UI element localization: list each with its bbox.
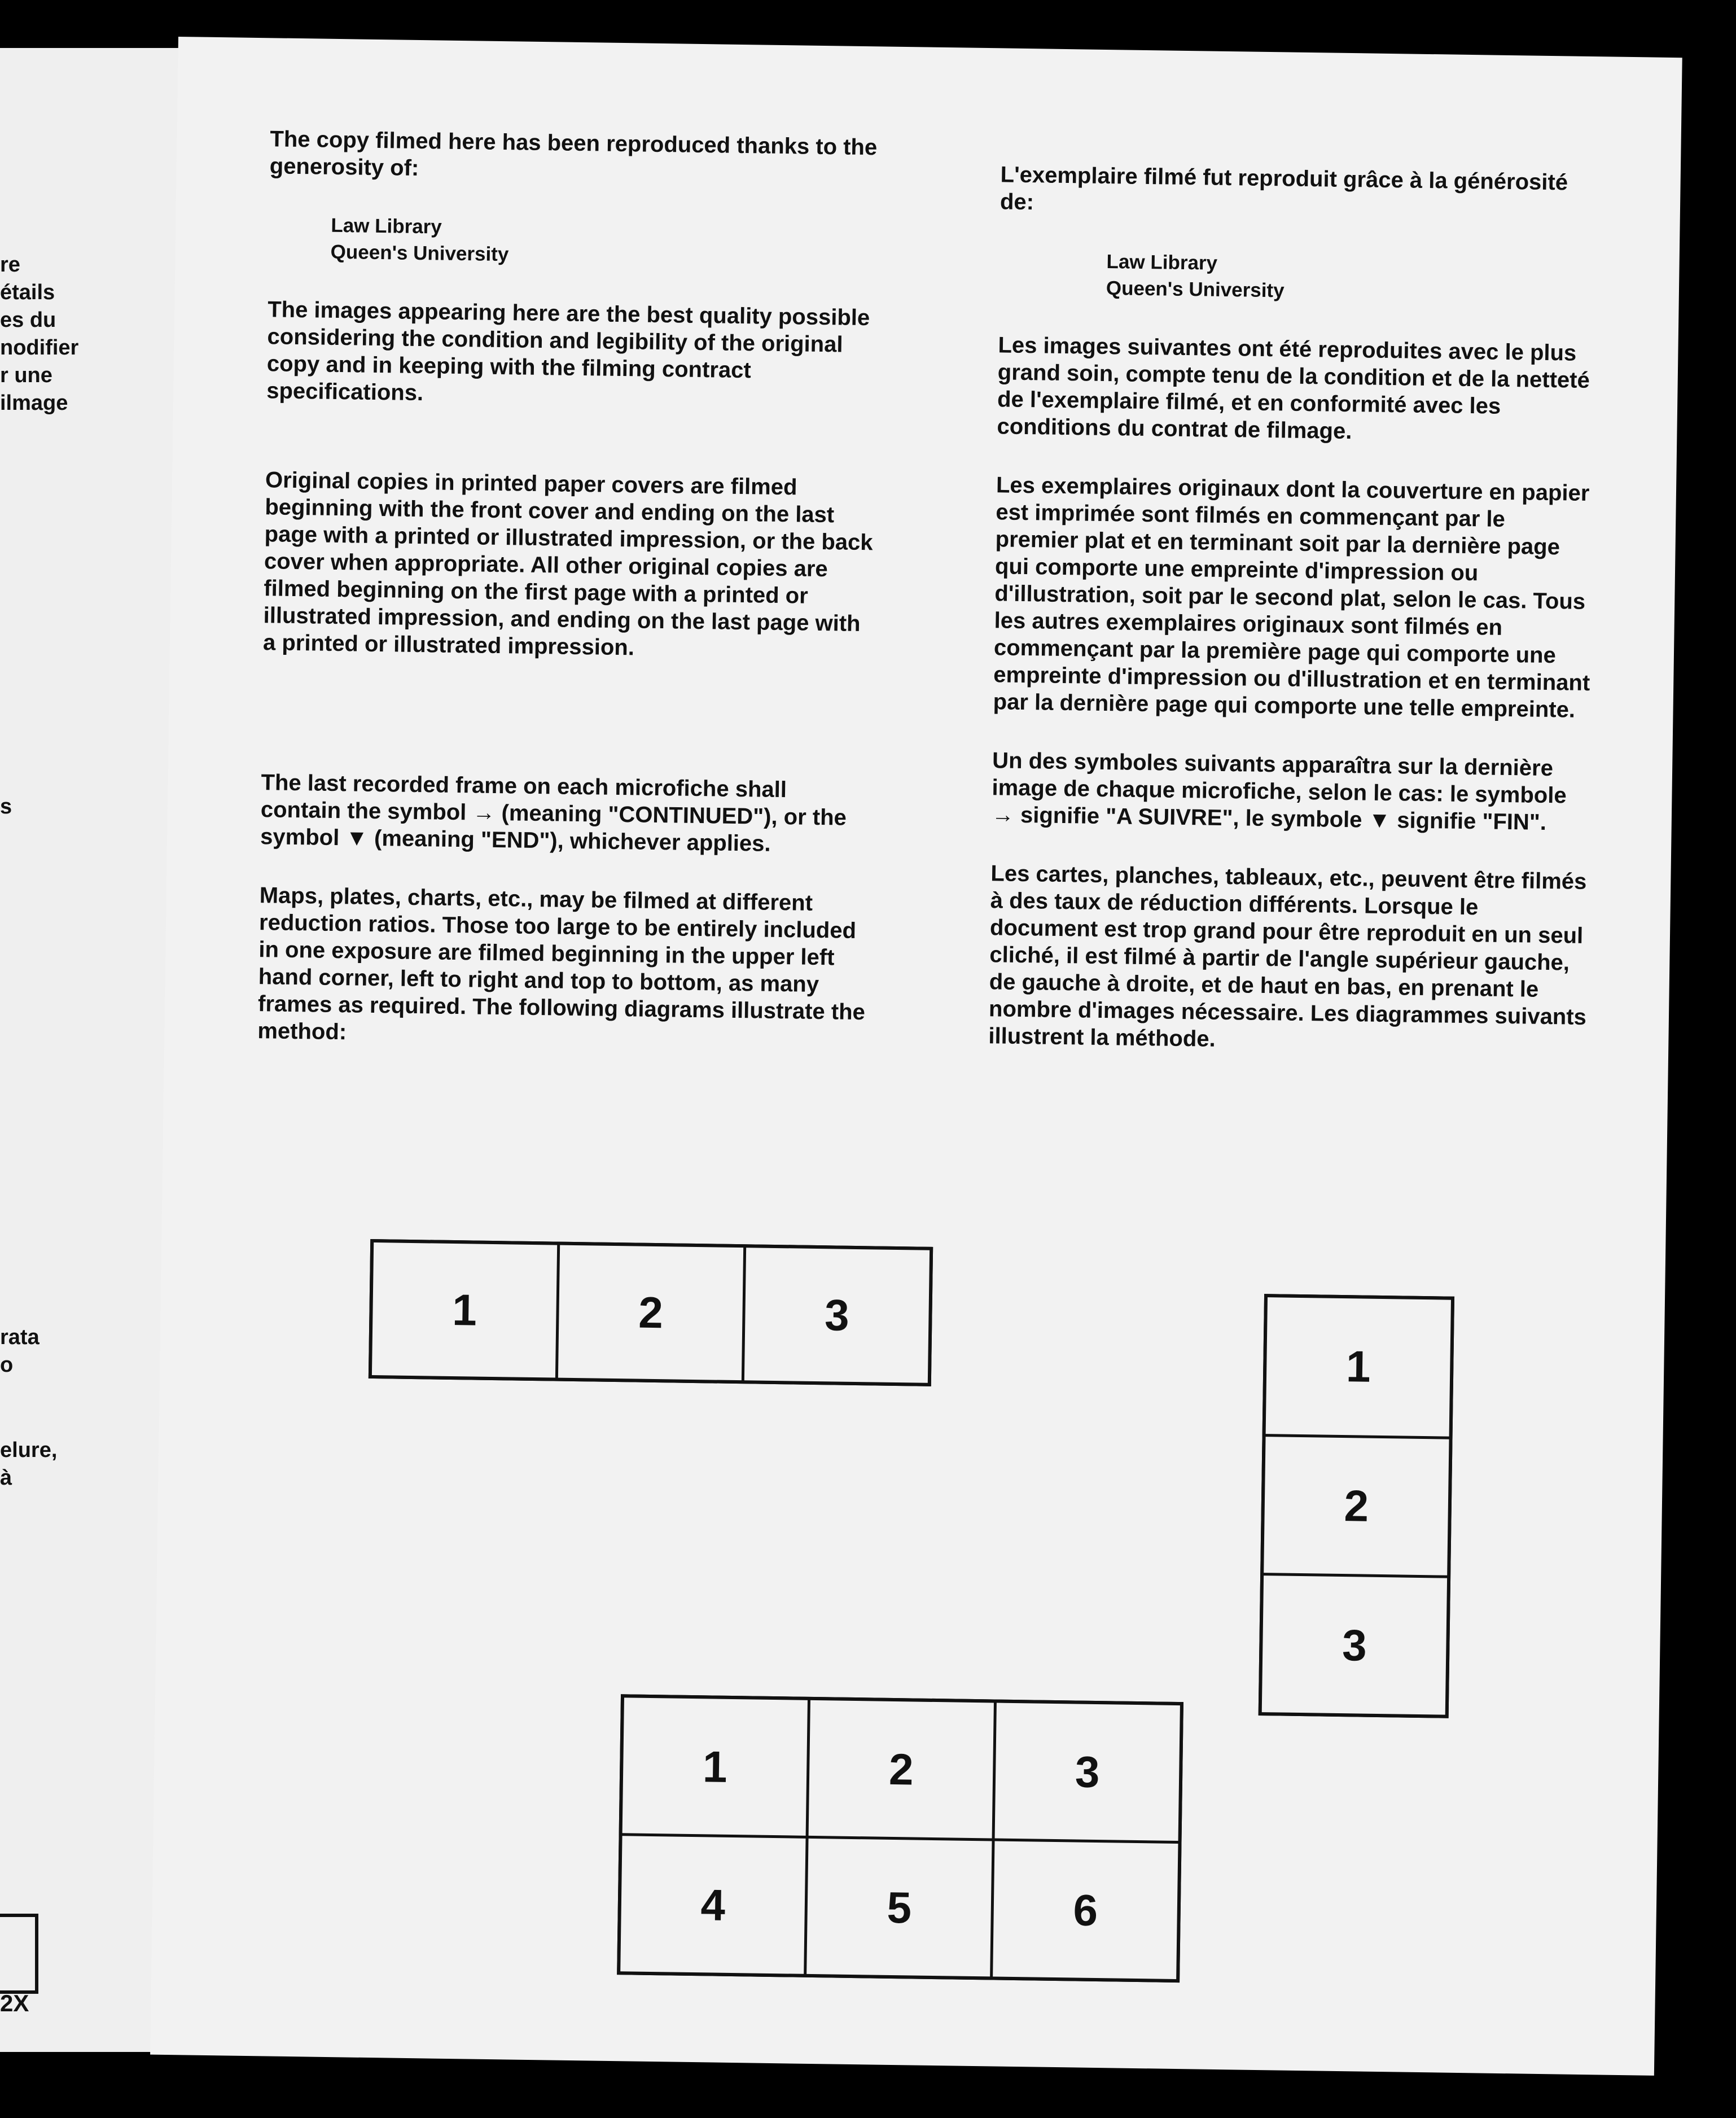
prev-fragment: re [0,253,20,277]
english-quality-paragraph: The images appearing here are the best quality possible considering the condition and legibility of the original copy and in keeping with the filming contract specifications. [266,297,870,406]
english-symbols-text-c: (meaning "END"), whichever applies. [374,825,771,856]
french-intro: L'exemplaire filmé fut reproduit grâce à la générosité de: [999,162,1568,215]
prev-page-text-fragments-top [0,251,78,417]
prev-fragment: r une [0,364,52,387]
triangle-down-icon: ▼ [345,825,369,851]
prev-fragment: rata [0,1325,40,1349]
library-name: Law Library [1106,251,1218,274]
prev-fragment: à [0,1466,12,1490]
english-intro: The copy filmed here has been reproduced thanks to the generosity of: [269,126,878,181]
french-symbols-text-a: Un des symboles suivants apparaîtra sur la dernière image de chaque microfiche, selon le cas: le symbole [992,748,1567,808]
diagram-row [369,1239,933,1386]
diagram-cell: 3 [744,1248,930,1383]
french-quality-paragraph: Les images suivantes ont été reproduites avec le plus grand soin, compte tenu de la condition et de la netteté de l'exemplaire filmé, et en conformité avec les conditions du contrat de filmage. [997,332,1590,444]
french-symbols-paragraph [992,747,1591,837]
library-name: Law Library [331,214,442,238]
diagram-cell: 1 [622,1697,808,1836]
prev-fragment: s [0,795,12,819]
english-library-credit [330,212,878,273]
prev-page-box-label: 2X [0,1990,29,2016]
prev-page-box [0,1914,38,1994]
diagram-cell: 4 [620,1836,805,1974]
french-library-credit [1106,248,1598,308]
french-covers-paragraph: Les exemplaires originaux dont la couverture en papier est imprimée sont filmés en commençant par le premier plat et en terminant soit par la dernière page qui comporte une empreinte d'impression ou d'illustration, soit par le second plat, selon le cas. Tous les autres exemplaires originaux sont filmés en commençant par la première page qui comporte une empreinte d'impression ou d'illustration et en terminant par la dernière page qui comporte une telle empreinte. [993,472,1590,723]
english-symbols-paragraph [260,769,871,859]
arrow-right-icon: → [991,802,1015,828]
diagram-cell: 5 [806,1839,992,1977]
diagram-cell: 3 [995,1703,1180,1841]
prev-fragment: étails [0,281,55,304]
english-symbols-text-a: The last recorded frame on each microfiche shall contain the symbol [260,770,787,825]
diagram-cell: 1 [372,1242,557,1378]
english-column [257,125,879,1084]
prev-fragment: nodifier [0,336,79,360]
diagram-cell: 3 [1262,1576,1447,1714]
french-maps-paragraph: Les cartes, planches, tableaux, etc., peuvent être filmés à des taux de réduction différents. Lorsque le document est trop grand pour être reproduit en un seul cliché, il est filmé à partir de l'angle supérieur gauche, de gauche à droite, et de haut en bas, en prenant le nombre d'images nécessaire. Les diagrammes suivants illustrent la méthode. [988,861,1587,1052]
diagram-cell: 6 [993,1841,1178,1980]
prev-page-text-fragments-lower-2 [0,1437,57,1492]
diagram-cell: 1 [1266,1297,1451,1436]
prev-fragment: es du [0,308,56,332]
university-name: Queen's University [330,240,509,266]
french-symbols-text-b: signifie "A SUIVRE", le symbole [1020,802,1362,833]
prev-page-text-fragment-mid [0,793,12,821]
english-maps-paragraph: Maps, plates, charts, etc., may be filmed at different reduction ratios. Those too large to be entirely included in one exposure are filmed beginning in the upper left hand corner, left to right and top to bottom, as many frames as required. The following diagrams illustrate the method: [257,883,866,1045]
triangle-down-icon: ▼ [1368,807,1391,833]
english-symbols-text-b: (meaning "CONTINUED"), or the symbol [260,800,847,851]
diagram-cell: 2 [1264,1437,1449,1576]
diagram-grid [617,1694,1183,1983]
university-name: Queen's University [1106,277,1285,302]
diagram-column [1259,1294,1454,1718]
french-symbols-text-c: signifie "FIN". [1396,808,1547,835]
arrow-right-icon: → [472,800,496,825]
prev-fragment: o [0,1353,14,1377]
french-column [988,161,1599,1089]
target-card-page [150,37,1682,2076]
english-covers-paragraph: Original copies in printed paper covers are filmed beginning with the front cover and ending on the last page with a printed or illustrated impression, or the back cover when appropriate. All other original copies are filmed beginning on the first page with a printed or illustrated impression, and ending on the last page with a printed or illustrated impression. [262,467,873,660]
prev-fragment: elure, [0,1438,58,1462]
diagram-cell: 2 [558,1245,743,1381]
prev-page-text-fragments-lower-1 [0,1324,40,1379]
prev-fragment: ilmage [0,391,68,415]
diagram-cell: 2 [809,1700,994,1839]
